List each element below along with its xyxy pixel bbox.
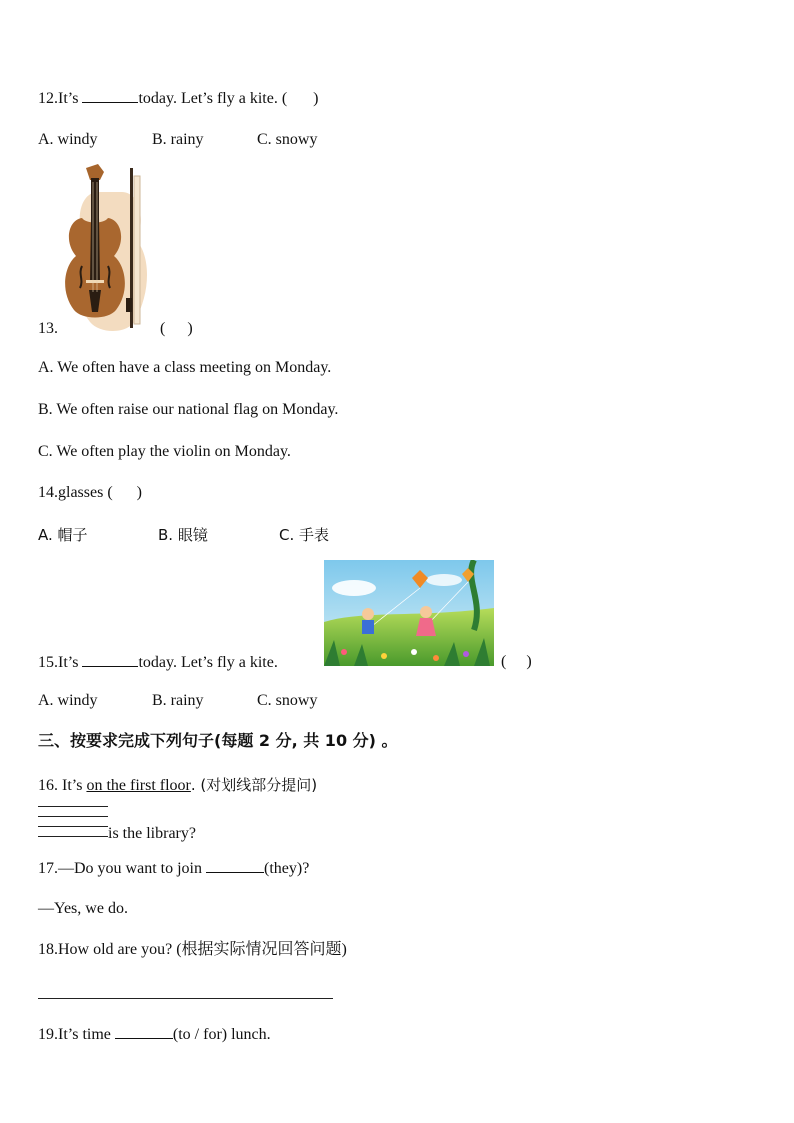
option-c[interactable]: C. snowy [257,692,318,709]
question-instruction: . (对划线部分提问) [190,776,318,794]
section-heading: 三、按要求完成下列句子(每题 2 分, 共 10 分) 。 [38,731,398,750]
paren-open: ( [501,653,507,670]
question-14 [38,483,142,503]
question-text: (to / for) lunch. [172,1026,271,1043]
question-text: —Do you want to join [58,860,206,877]
option-a[interactable]: A. We often have a class meeting on Monday. [38,359,332,376]
option-c[interactable]: C. 手表 [279,526,330,544]
answer-blank[interactable] [115,1024,173,1039]
kite-flying-image [324,560,494,666]
paren-close: ) [313,90,319,107]
question-text: It’s [58,654,83,671]
question-text: today. Let’s fly a kite. ( [138,90,288,107]
answer-paren[interactable] [160,319,193,339]
question-16 [38,775,317,796]
question-18 [38,940,347,960]
question-number: 15. [38,654,58,671]
question-text: How old are you? (根据实际情况回答问题) [58,941,347,958]
violin-image [60,162,156,334]
question-number: 17. [38,860,58,877]
option-a[interactable]: A. windy [38,692,98,709]
paren-open: ( [160,320,166,337]
answer-line[interactable] [38,998,333,999]
option-b[interactable]: B. We often raise our national flag on Monday. [38,401,339,418]
question-text: glasses ( [58,484,113,501]
answer-line[interactable] [38,826,108,827]
question-text: (they)? [264,860,310,877]
question-number: 13. [38,320,58,337]
answer-line[interactable] [38,816,108,817]
option-b[interactable]: B. rainy [152,692,204,709]
answer-text: —Yes, we do. [38,900,128,917]
question-19 [38,1024,271,1045]
question-text: today. Let’s fly a kite. [138,654,278,671]
question-text: It’s [62,777,87,794]
question-text: is the library? [108,825,196,842]
option-a[interactable]: A. 帽子 [38,526,88,544]
question-13 [38,319,58,339]
option-b[interactable]: B. 眼镜 [158,526,208,544]
answer-paren[interactable] [501,652,532,672]
question-number: 19. [38,1026,58,1043]
question-number: 12. [38,90,58,107]
option-c[interactable]: C. We often play the violin on Monday. [38,443,291,460]
question-text: It’s time [58,1026,115,1043]
underlined-phrase: on the first floor [86,777,191,794]
option-b[interactable]: B. rainy [152,131,204,148]
question-number: 16. [38,777,62,794]
paren-close: ) [526,653,532,670]
paren-close: ) [187,320,193,337]
answer-blank[interactable] [206,858,264,873]
question-number: 14. [38,484,58,501]
question-15 [38,652,278,673]
question-12 [38,88,318,109]
question-17 [38,858,309,879]
option-c[interactable]: C. snowy [257,131,318,148]
question-text: It’s [58,90,83,107]
answer-blank[interactable] [82,652,138,667]
answer-blank[interactable] [82,88,138,103]
question-number: 18. [38,941,58,958]
answer-line[interactable] [38,806,108,807]
option-a[interactable]: A. windy [38,131,98,148]
answer-line[interactable] [38,836,108,837]
paren-close: ) [136,484,142,501]
